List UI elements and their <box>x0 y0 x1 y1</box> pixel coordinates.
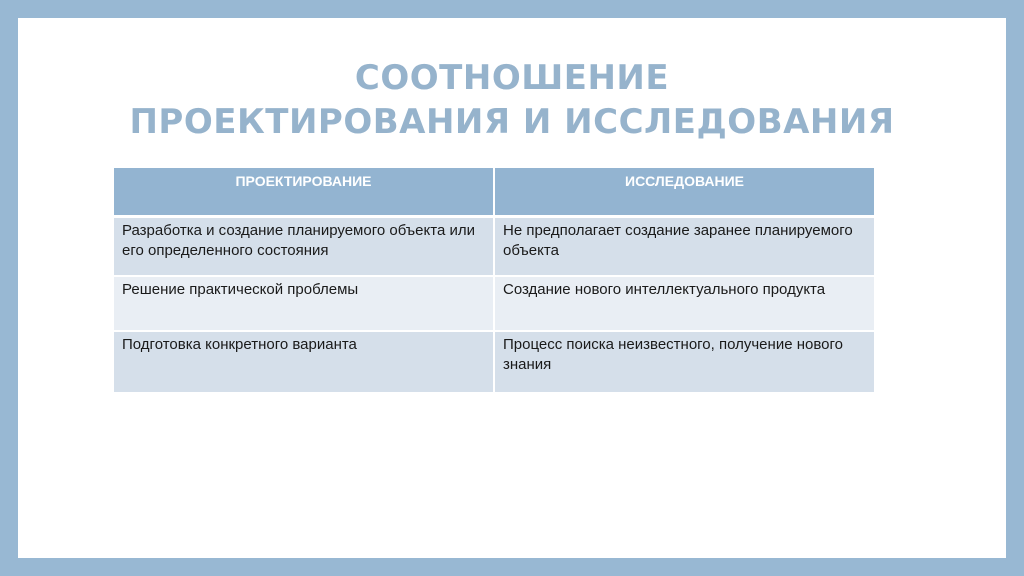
table-row <box>114 276 874 331</box>
cell-design-3: Подготовка конкретного варианта <box>114 331 494 393</box>
cell-design-2: Решение практической проблемы <box>114 276 494 331</box>
cell-research-3: Процесс поиска неизвестного, получение нового знания <box>494 331 874 393</box>
slide-title <box>18 56 1006 144</box>
cell-research-2: Создание нового интеллектуального продукта <box>494 276 874 331</box>
title-line-1: СООТНОШЕНИЕ <box>354 58 670 98</box>
header-design: ПРОЕКТИРОВАНИЕ <box>114 168 494 216</box>
table-header-row <box>114 168 874 216</box>
comparison-table <box>114 168 874 394</box>
cell-design-1: Разработка и создание планируемого объекта или его определенного состояния <box>114 216 494 276</box>
table-row <box>114 216 874 276</box>
title-line-2: ПРОЕКТИРОВАНИЯ И ИССЛЕДОВАНИЯ <box>129 102 895 142</box>
cell-research-1: Не предполагает создание заранее планируемого объекта <box>494 216 874 276</box>
table-row <box>114 331 874 393</box>
header-research: ИССЛЕДОВАНИЕ <box>494 168 874 216</box>
